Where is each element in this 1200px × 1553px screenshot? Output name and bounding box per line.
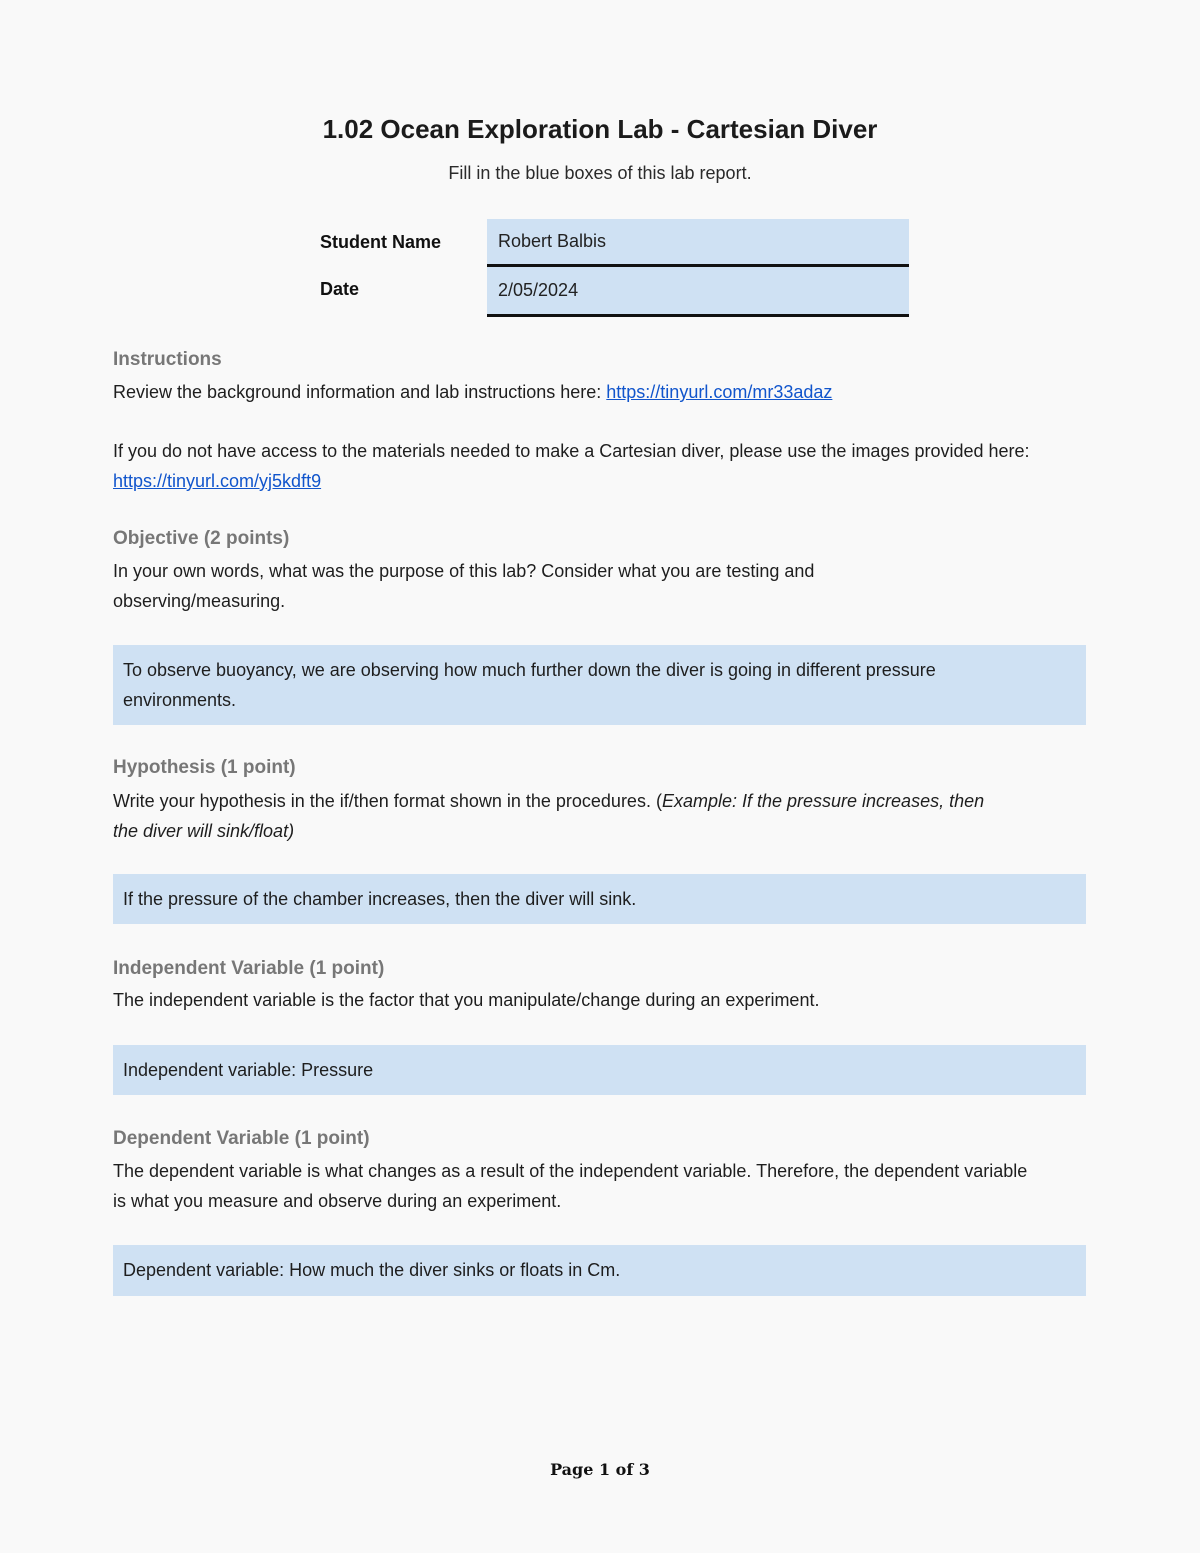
date-value: 2/05/2024 [498, 280, 579, 300]
independent-variable-answer-box[interactable] [113, 1045, 1086, 1095]
independent-variable-answer: Independent variable: Pressure [123, 1060, 374, 1080]
independent-variable-prompt: The independent variable is the factor that you manipulate/change during an experiment. [113, 990, 820, 1010]
objective-heading: Objective (2 points) [113, 528, 290, 549]
hypothesis-answer: If the pressure of the chamber increases, then the diver will sink. [123, 889, 637, 909]
instructions-link-1[interactable]: https://tinyurl.com/mr33adaz [606, 382, 833, 402]
hypothesis-answer-box[interactable] [113, 874, 1086, 924]
student-name-value: Robert Balbis [498, 231, 607, 251]
objective-answer: To observe buoyancy, we are observing how much further down the diver is going in different pressure environments. [123, 660, 936, 710]
hypothesis-prompt-text: Write your hypothesis in the if/then format shown in the procedures. ( [113, 791, 662, 811]
hypothesis-heading: Hypothesis (1 point) [113, 757, 296, 778]
objective-prompt: In your own words, what was the purpose of this lab? Consider what you are testing and observing/measuring. [113, 561, 815, 611]
instructions-text-1: Review the background information and lab instructions here: [113, 382, 607, 402]
independent-variable-heading: Independent Variable (1 point) [113, 958, 385, 979]
dependent-variable-prompt: The dependent variable is what changes as a result of the independent variable. Therefore, the dependent variable is what you measure and observe during an experiment. [113, 1161, 1028, 1211]
page-title: 1.02 Ocean Exploration Lab - Cartesian Diver [322, 114, 878, 144]
instructions-text-2: If you do not have access to the materials needed to make a Cartesian diver, please use the images provided here: [113, 441, 1030, 461]
instructions-heading: Instructions [113, 349, 222, 370]
dependent-variable-answer: Dependent variable: How much the diver sinks or floats in Cm. [123, 1260, 621, 1280]
page-subtitle: Fill in the blue boxes of this lab report. [448, 163, 752, 183]
instructions-line-2 [113, 436, 1063, 496]
instructions-line-1 [113, 377, 1073, 407]
objective-answer-box[interactable] [113, 645, 1086, 725]
student-name-label: Student Name [320, 232, 442, 252]
dependent-variable-answer-box[interactable] [113, 1245, 1086, 1296]
instructions-link-2[interactable]: https://tinyurl.com/yj5kdft9 [113, 471, 322, 491]
date-field[interactable] [487, 267, 909, 317]
hypothesis-example: Example: If the pressure increases, then the diver will sink/float) [113, 791, 985, 841]
date-label: Date [320, 279, 360, 299]
page-number: Page 1 of 3 [550, 1460, 650, 1479]
hypothesis-prompt [113, 786, 1013, 846]
student-name-field[interactable] [487, 219, 909, 267]
dependent-variable-heading: Dependent Variable (1 point) [113, 1128, 370, 1149]
